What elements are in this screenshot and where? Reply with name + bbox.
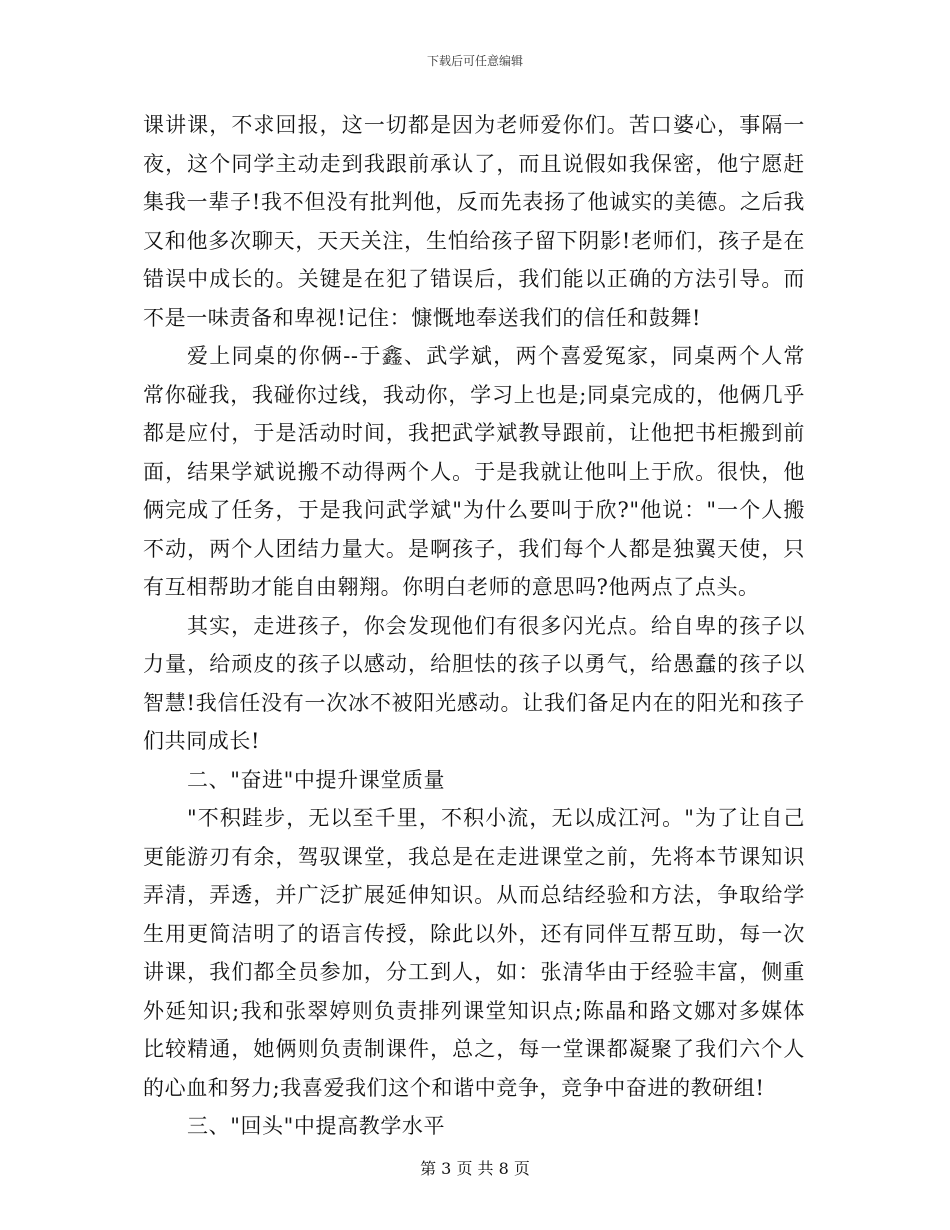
page-number: 第 3 页 共 8 页 [420, 1159, 530, 1178]
page-header: 下载后可任意编辑 [426, 54, 523, 68]
section-heading-2: 二、"奋进"中提升课堂质量 [187, 767, 446, 792]
paragraph-deskmates: 爱上同桌的你俩--于鑫、武学斌，两个喜爱冤家，同桌两个人常常你碰我，我碰你过线，我动你，学习上也是;同桌完成的，他俩几乎都是应付，于是活动时间，我把武学斌教导跟前，让他把书柜搬到前面，结果学斌说搬不动得两个人。于是我就让他叫上于欣。很快，他俩完成了任务，于是我问武学斌"为什么要叫于欣?"他说："一个人搬不动，两个人团结力量大。是啊孩子，我们每个人都是独翼天使，只有互相帮助才能自由翱翔。你明白老师的意思吗?他两点了点头。 [143, 344, 805, 599]
section-heading-3: 三、"回头"中提高教学水平 [187, 1114, 446, 1138]
paragraph-classroom-quality: "不积跬步，无以至千里，不积小流，无以成江河。"为了让自己更能游刃有余，驾驭课堂，我总是在走进课堂之前，先将本节课知识弄清，弄透，并广泛扩展延伸知识。从而总结经验和方法，争取给学生用更简洁明了的语言传授，除此以外，还有同伴互帮互助，每一次讲课，我们都全员参加，分工到人，如：张清华由于经验丰富，侧重外延知识;我和张翠婷则负责排列课堂知识点;陈晶和路文娜对多媒体比较精通，她俩则负责制课件，总之，每一堂课都凝聚了我们六个人的心血和努力;我喜爱我们这个和谐中竞争，竞争中奋进的教研组! [143, 806, 805, 1100]
document-body [143, 106, 805, 1146]
paragraph-sunshine: 其实，走进孩子，你会发现他们有很多闪光点。给自卑的孩子以力量，给顽皮的孩子以感动，给胆怯的孩子以勇气，给愚蠢的孩子以智慧!我信任没有一次冰不被阳光感动。让我们备足内在的阳光和孩子们共同成长! [143, 613, 805, 753]
paragraph-continuation: 课讲课，不求回报，这一切都是因为老师爱你们。苦口婆心，事隔一夜，这个同学主动走到我跟前承认了，而且说假如我保密，他宁愿赶集我一辈子!我不但没有批判他，反而先表扬了他诚实的美德。之后我又和他多次聊天，天天关注，生怕给孩子留下阴影!老师们，孩子是在错误中成长的。关键是在犯了错误后，我们能以正确的方法引导。而不是一味责备和卑视!记住：慷慨地奉送我们的信任和鼓舞! [143, 113, 805, 330]
